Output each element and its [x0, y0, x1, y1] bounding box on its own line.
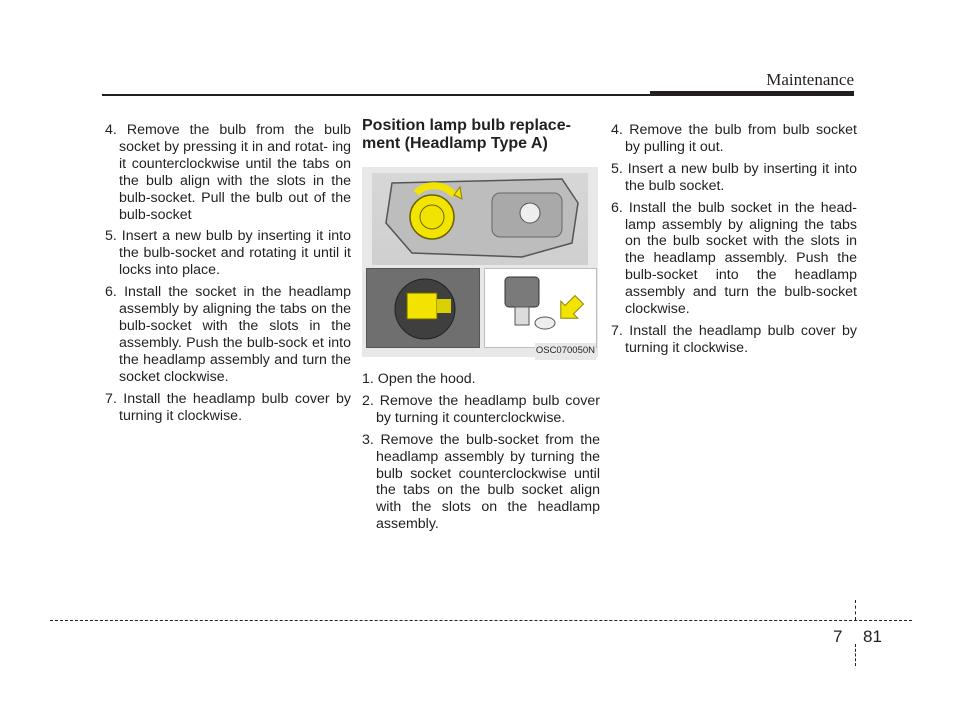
list-item: 2. Remove the headlamp bulb cover by turning it counterclockwise.	[362, 392, 600, 426]
headlamp-figure	[362, 167, 598, 357]
figure-code: OSC070050N	[535, 343, 596, 360]
list-item: 4. Remove the bulb from the bulb socket by pressing it in and rotat- ing it counterclockwise until the tabs on the bulb align with the slots in the bulb-socket. Pull the bulb out of the bulb-socket	[105, 122, 351, 223]
header-rule-accent	[650, 91, 854, 96]
socket-closeup-illustration	[366, 268, 480, 348]
list-item: 5. Insert a new bulb by inserting it into the bulb socket.	[611, 160, 857, 194]
section-title: Maintenance	[766, 70, 854, 89]
footer-divider	[50, 620, 912, 621]
column-middle	[362, 117, 600, 538]
bulb-closeup-illustration	[484, 268, 597, 348]
push-arrow-icon	[485, 269, 596, 347]
list-item: 5. Insert a new bulb by inserting it into the bulb-socket and rotating it until it locks into place.	[105, 228, 351, 279]
bulb-socket-illustration	[367, 269, 479, 347]
list-item: 4. Remove the bulb from bulb socket by pulling it out.	[611, 122, 857, 155]
chapter-number: 7	[833, 627, 843, 646]
list-item: 7. Install the headlamp bulb cover by turning it clockwise.	[105, 390, 351, 424]
footer-divider-vertical	[855, 644, 856, 666]
headlamp-assembly-illustration	[372, 173, 588, 265]
column-right	[611, 122, 857, 362]
footer-divider-vertical	[855, 600, 856, 620]
procedure-title: Position lamp bulb replace- ment (Headlamp Type A)	[362, 117, 571, 152]
list-item: 6. Install the bulb socket in the head- lamp assembly by aligning the tabs on the bulb socket with the slots in the headlamp assembly. Push the bulb-socket into the headlamp assembly and turn the bulb-socket clockwise.	[611, 199, 857, 318]
column-left	[105, 122, 351, 429]
list-item: 6. Install the socket in the headlamp assembly by aligning the tabs on the bulb-socket with the slots in the assembly. Push the bulb-sock et into the headlamp assembly and turn the socket clockwise.	[105, 284, 351, 385]
list-item: 7. Install the headlamp bulb cover by turning it clockwise.	[611, 322, 857, 356]
list-item: 1. Open the hood.	[362, 371, 476, 387]
page-number: 81	[863, 627, 882, 646]
headlamp-rear-icon	[372, 173, 588, 265]
list-item: 3. Remove the bulb-socket from the headlamp assembly by turning the bulb socket counterclockwise until the tabs on the bulb socket align with the slots on the headlamp assembly.	[362, 431, 600, 533]
